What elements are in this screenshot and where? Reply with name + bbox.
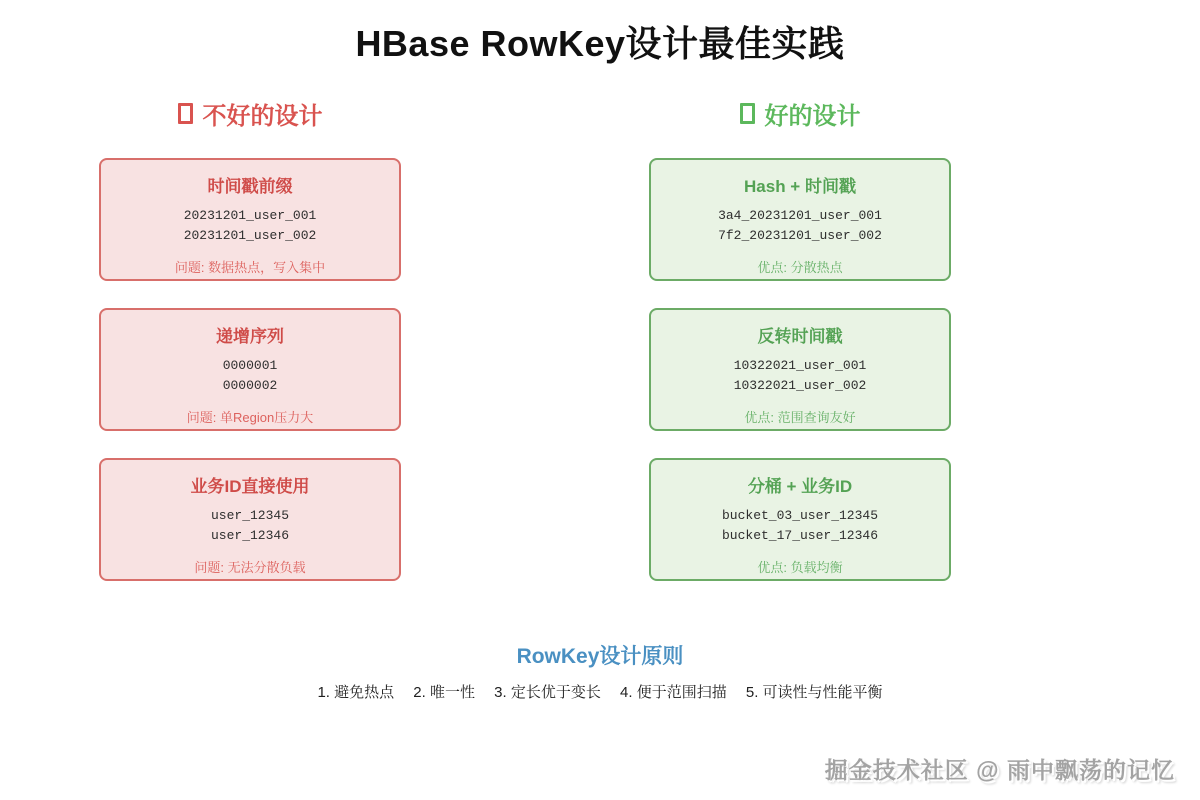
card-incremental-sequence: [99, 308, 401, 431]
principle-item: 5. 可读性与性能平衡: [745, 684, 883, 701]
rowkey-example: 0000001: [222, 358, 278, 373]
card-title: 递增序列: [216, 327, 284, 346]
rowkey-example: user_12346: [210, 528, 289, 543]
card-reversed-timestamp: [649, 308, 951, 431]
principle-item: 2. 唯一性: [413, 684, 475, 701]
rowkey-example: 20231201_user_002: [183, 228, 317, 243]
card-business-id-direct: [99, 458, 401, 581]
card-bucket-business-id: [649, 458, 951, 581]
card-note: 问题: 数据热点，写入集中: [174, 260, 326, 275]
rowkey-example: bucket_17_user_12346: [721, 528, 879, 543]
card-note: 优点: 分散热点: [757, 260, 843, 275]
bad-designs-heading: [99, 96, 401, 131]
rowkey-example: 10322021_user_001: [733, 358, 867, 373]
good-designs-heading: [649, 96, 951, 131]
card-hash-timestamp: [649, 158, 951, 281]
rowkey-example: 0000002: [222, 378, 278, 393]
card-note: 问题: 单Region压力大: [186, 410, 314, 425]
principles-list: [0, 681, 1200, 702]
rowkey-example: 7f2_20231201_user_002: [718, 228, 882, 243]
card-title: 时间戳前缀: [207, 177, 293, 196]
rowkey-example: bucket_03_user_12345: [721, 508, 879, 523]
missing-glyph-icon: [178, 103, 193, 124]
card-title: Hash + 时间戳: [744, 177, 856, 196]
card-note: 优点: 范围查询友好: [744, 410, 856, 425]
card-title: 反转时间戳: [757, 327, 843, 346]
card-note: 问题: 无法分散负载: [194, 560, 306, 575]
card-title: 分桶 + 业务ID: [747, 477, 853, 496]
principles-title: RowKey设计原则: [516, 645, 684, 668]
bad-designs-heading-label: 不好的设计: [202, 103, 323, 130]
page-title: HBase RowKey设计最佳实践: [355, 23, 845, 64]
principle-item: 1. 避免热点: [317, 684, 395, 701]
principle-item: 4. 便于范围扫描: [620, 684, 727, 701]
rowkey-example: 20231201_user_001: [183, 208, 317, 223]
card-note: 优点: 负载均衡: [757, 560, 843, 575]
rowkey-example: 10322021_user_002: [733, 378, 867, 393]
rowkey-example: 3a4_20231201_user_001: [718, 208, 882, 223]
missing-glyph-icon: [740, 103, 755, 124]
card-timestamp-prefix: [99, 158, 401, 281]
good-designs-heading-label: 好的设计: [764, 103, 861, 130]
rowkey-example: user_12345: [210, 508, 289, 523]
principle-item: 3. 定长优于变长: [494, 684, 601, 701]
card-title: 业务ID直接使用: [190, 477, 310, 496]
watermark: 掘金技术社区 @ 雨中飘荡的记忆: [824, 757, 1175, 783]
